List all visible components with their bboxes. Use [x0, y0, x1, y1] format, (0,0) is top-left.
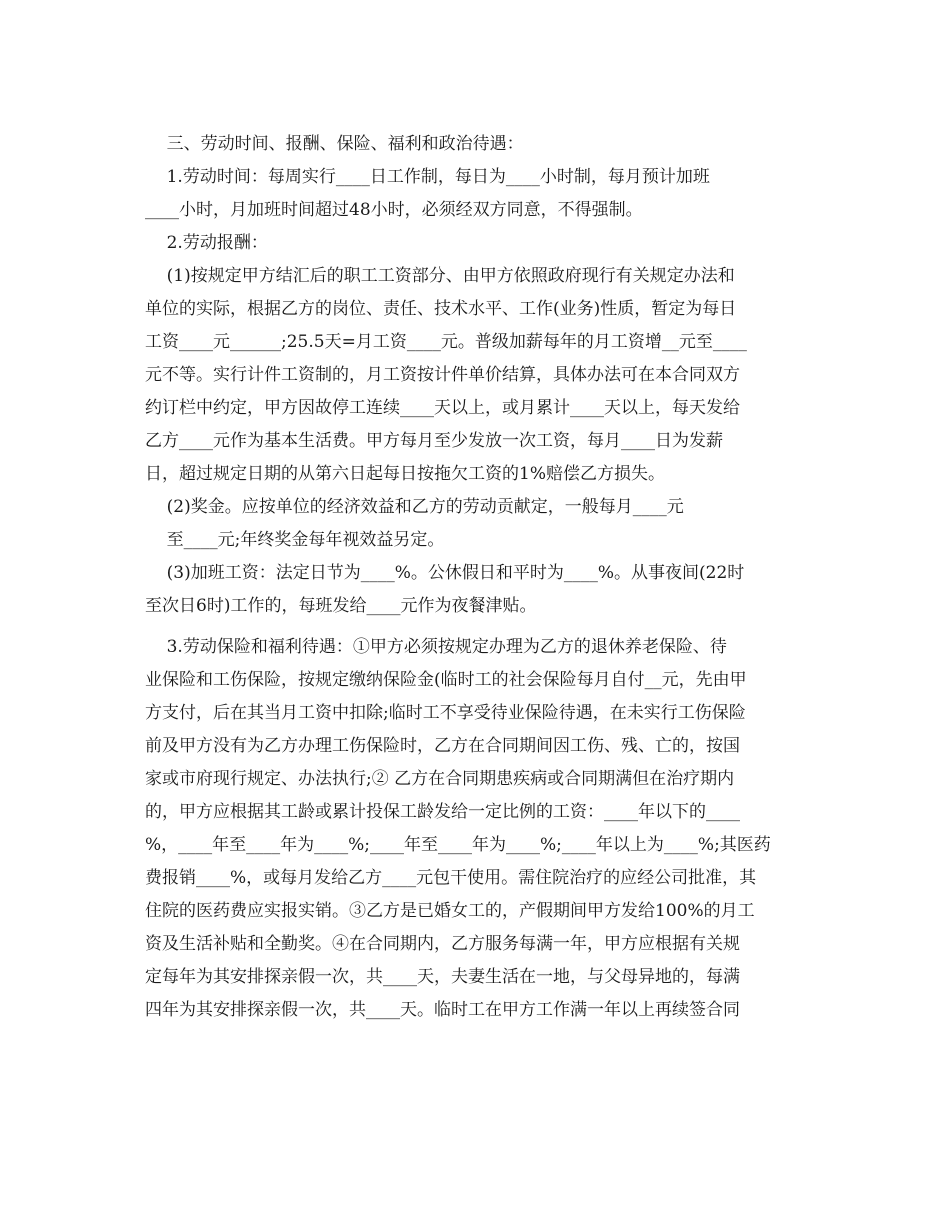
paragraph-line: 约订栏中约定，甲方因故停工连续____天以上，或月累计____天以上，每天发给 [145, 398, 740, 418]
paragraph-line: 工资____元______;25.5天=月工资____元。普级加薪每年的月工资增__元至____ [145, 332, 747, 352]
document-body [145, 128, 805, 1027]
paragraph-line: 单位的实际，根据乙方的岗位、责任、技术水平、工作(业务)性质，暂定为每日 [145, 299, 737, 319]
section-heading: 三、劳动时间、报酬、保险、福利和政治待遇： [145, 134, 524, 154]
paragraph-line: 家或市府现行规定、办法执行;② 乙方在合同期患疾病或合同期满但在治疗期内 [145, 769, 735, 789]
paragraph-line: 3.劳动保险和福利待遇：①甲方必须按规定办理为乙方的退休养老保险、待 [145, 637, 727, 657]
paragraph-line: 定每年为其安排探亲假一次，共____天，夫妻生活在一地，与父母异地的，每满 [145, 967, 740, 987]
paragraph-line: 四年为其安排探亲假一次，共____天。临时工在甲方工作满一年以上再续签合同 [145, 1000, 740, 1020]
paragraph-line: 日，超过规定日期的从第六日起每日按拖欠工资的1%赔偿乙方损失。 [145, 464, 665, 484]
paragraph-line: 至____元;年终奖金每年视效益另定。 [145, 530, 445, 550]
subsection-heading: 2.劳动报酬： [145, 233, 268, 253]
paragraph-line: 业保险和工伤保险，按规定缴纳保险金(临时工的社会保险每月自付__元，先由甲 [145, 670, 747, 690]
paragraph-line: 前及甲方没有为乙方办理工伤保险时，乙方在合同期间因工伤、残、亡的，按国 [145, 736, 740, 756]
paragraph-gap [145, 623, 805, 631]
paragraph-line: 1.劳动时间：每周实行____日工作制，每日为____小时制，每月预计加班 [145, 167, 710, 187]
paragraph-line: 资及生活补贴和全勤奖。④在合同期内，乙方服务每满一年，甲方应根据有关规 [145, 934, 740, 954]
paragraph-line: 元不等。实行计件工资制的，月工资按计件单价结算，具体办法可在本合同双方 [145, 365, 740, 385]
paragraph-line: (2)奖金。应按单位的经济效益和乙方的劳动贡献定，一般每月____元 [145, 497, 684, 517]
paragraph-line: (1)按规定甲方结汇后的职工工资部分、由甲方依照政府现行有关规定办法和 [145, 266, 735, 286]
paragraph-line: 的，甲方应根据其工龄或累计投保工龄发给一定比例的工资：____年以下的____ [145, 802, 740, 822]
paragraph-line: 住院的医药费应实报实销。③乙方是已婚女工的，产假期间甲方发给100%的月工 [145, 901, 755, 921]
paragraph-line: 至次日6时)工作的，每班发给____元作为夜餐津贴。 [145, 596, 537, 616]
paragraph-line: 费报销____%，或每月发给乙方____元包干使用。需住院治疗的应经公司批准，其 [145, 868, 757, 888]
paragraph-line: (3)加班工资：法定日节为____%。公休假日和平时为____%。从事夜间(22时 [145, 563, 745, 583]
paragraph-line: %，____年至____年为____%;____年至____年为____%;____年以上为____%;其医药 [145, 835, 771, 855]
paragraph-line: 方支付，后在其当月工资中扣除;临时工不享受待业保险待遇，在未实行工伤保险 [145, 703, 746, 723]
paragraph-line: 乙方____元作为基本生活费。甲方每月至少发放一次工资，每月____日为发薪 [145, 431, 723, 451]
paragraph-line: ____小时，月加班时间超过48小时，必须经双方同意，不得强制。 [145, 200, 643, 220]
